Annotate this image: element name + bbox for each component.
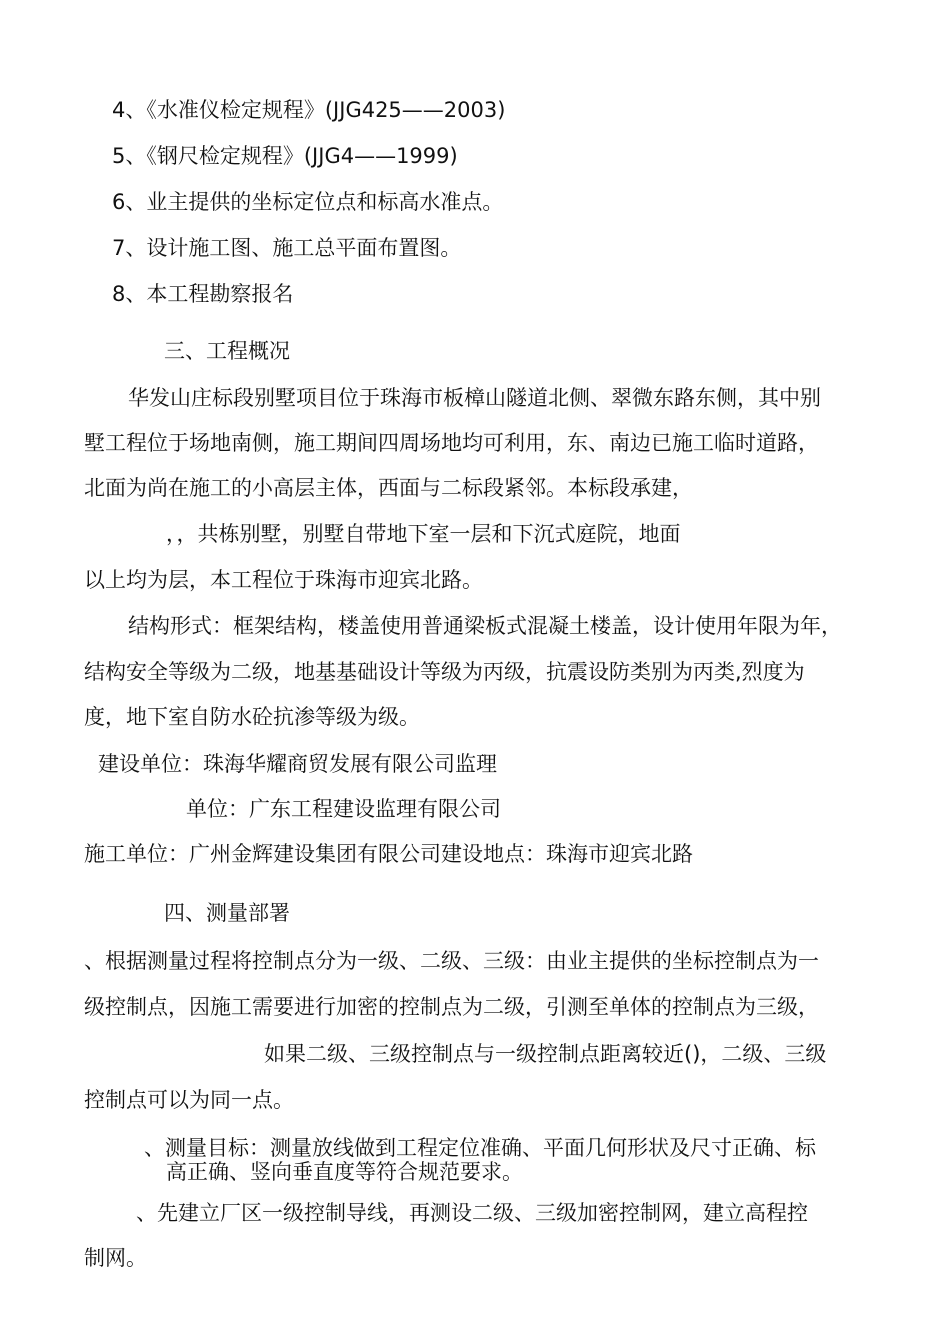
section-heading-survey-deployment: 四、测量部署 bbox=[164, 901, 290, 925]
reference-item-6: 6、业主提供的坐标定位点和标高水准点。 bbox=[112, 190, 504, 214]
survey-line: 如果二级、三级控制点与一级控制点距离较近()，二级、三级 bbox=[264, 1042, 827, 1066]
control-network-line: 制网。 bbox=[84, 1246, 147, 1270]
overview-line: 墅工程位于场地南侧，施工期间四周场地均可利用，东、南边已施工临时道路， bbox=[84, 431, 819, 455]
overview-line: 华发山庄标段别墅项目位于珠海市板樟山隧道北侧、翠微东路东侧，其中别 bbox=[128, 386, 821, 410]
construction-unit-line: 建设单位：珠海华耀商贸发展有限公司监理 bbox=[98, 752, 497, 776]
reference-item-7: 7、设计施工图、施工总平面布置图。 bbox=[112, 236, 462, 260]
structure-line: 度，地下室自防水砼抗渗等级为级。 bbox=[84, 705, 420, 729]
section-heading-project-overview: 三、工程概况 bbox=[164, 339, 290, 363]
survey-line: 级控制点，因施工需要进行加密的控制点为二级，引测至单体的控制点为三级， bbox=[84, 995, 819, 1019]
overview-line: 北面为尚在施工的小高层主体，西面与二标段紧邻。本标段承建， bbox=[84, 476, 693, 500]
survey-target-line: 、测量目标：测量放线做到工程定位准确、平面几何形状及尺寸正确、标 bbox=[144, 1136, 816, 1160]
reference-item-4: 4、《水准仪检定规程》(JJG425——2003) bbox=[112, 98, 506, 122]
contractor-unit-line: 施工单位：广州金辉建设集团有限公司建设地点：珠海市迎宾北路 bbox=[84, 842, 693, 866]
overview-line: 以上均为层，本工程位于珠海市迎宾北路。 bbox=[84, 568, 483, 592]
survey-line: 、根据测量过程将控制点分为一级、二级、三级：由业主提供的坐标控制点为一 bbox=[84, 949, 819, 973]
supervision-unit-line: 单位：广东工程建设监理有限公司 bbox=[186, 797, 501, 821]
reference-item-5: 5、《钢尺检定规程》(JJG4——1999) bbox=[112, 144, 458, 168]
control-network-line: 、先建立厂区一级控制导线，再测设二级、三级加密控制网，建立高程控 bbox=[136, 1201, 808, 1225]
overview-line: ，，共栋别墅，别墅自带地下室一层和下沉式庭院，地面 bbox=[166, 522, 681, 546]
structure-line: 结构形式：框架结构，楼盖使用普通梁板式混凝土楼盖，设计使用年限为年， bbox=[128, 614, 842, 638]
survey-line: 控制点可以为同一点。 bbox=[84, 1088, 294, 1112]
structure-line: 结构安全等级为二级，地基基础设计等级为丙级，抗震设防类别为丙类,烈度为 bbox=[84, 660, 805, 684]
survey-target-line: 高正确、竖向垂直度等符合规范要求。 bbox=[166, 1160, 523, 1184]
reference-item-8: 8、本工程勘察报名 bbox=[112, 282, 294, 306]
